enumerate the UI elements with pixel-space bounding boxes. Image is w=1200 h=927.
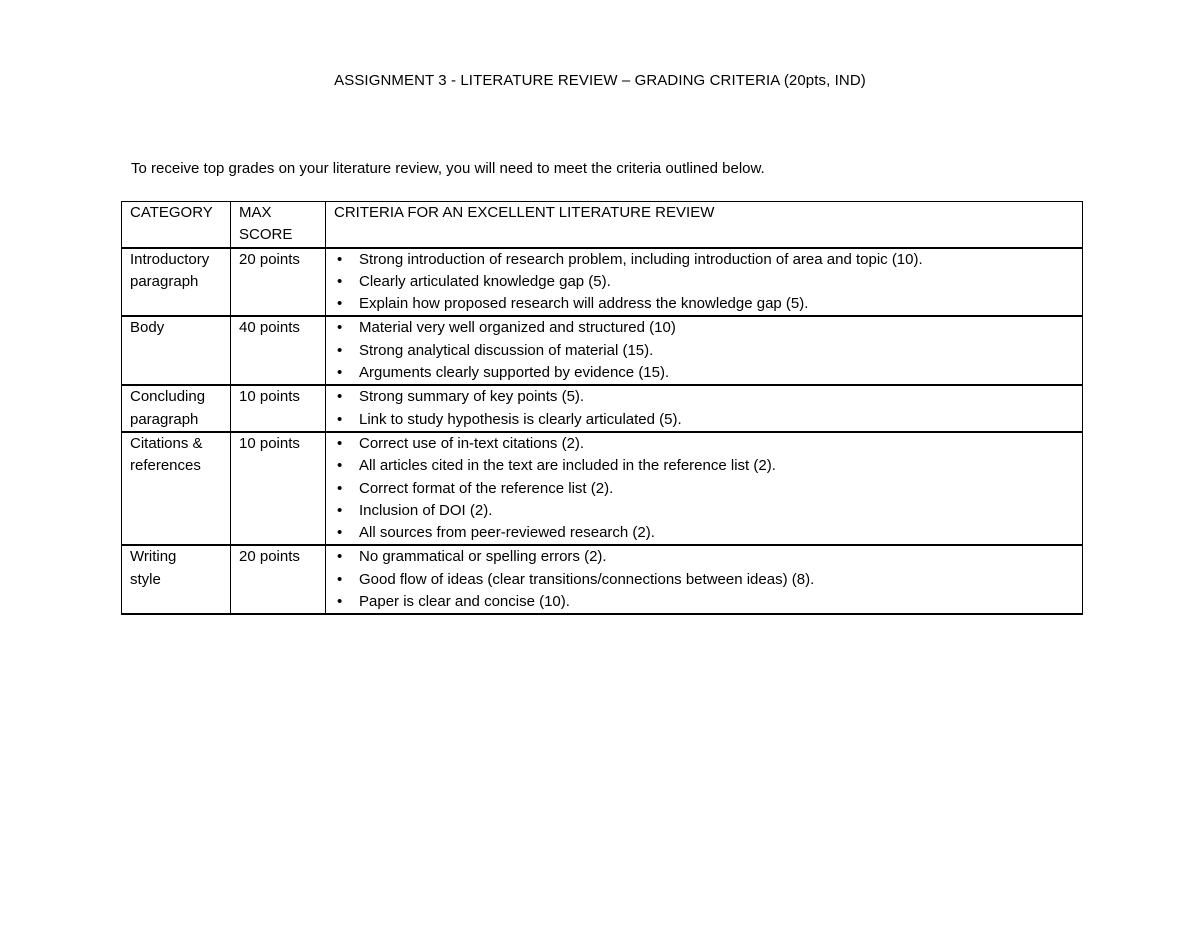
max-score-value: 20 points	[239, 250, 300, 268]
header-criteria	[326, 202, 1083, 248]
table-header-row	[122, 202, 1083, 248]
category-cell	[122, 316, 231, 385]
criteria-item: • Correct format of the reference list (2).	[326, 478, 1076, 500]
criteria-list	[326, 317, 1076, 384]
criteria-list	[326, 386, 1076, 431]
grading-criteria-table	[121, 201, 1083, 615]
category-cell	[122, 545, 231, 614]
max-score-value: 10 points	[239, 434, 300, 452]
table-row	[122, 432, 1083, 545]
max-score-cell	[231, 248, 326, 317]
table-row	[122, 545, 1083, 614]
category-cell	[122, 385, 231, 432]
category-label: Citations &	[130, 434, 203, 452]
category-label: Concluding	[130, 388, 206, 406]
criteria-item: • Strong summary of key points (5).	[326, 386, 1076, 408]
header-max-score-line1: MAX	[239, 204, 272, 221]
max-score-cell	[231, 432, 326, 545]
table-row	[122, 248, 1083, 317]
criteria-list	[326, 249, 1076, 316]
intro-paragraph: To receive top grades on your literature review, you will need to meet the criteria outlined below.	[131, 160, 765, 177]
max-score-value: 10 points	[239, 388, 300, 406]
table-body	[122, 248, 1083, 615]
criteria-item: • Clearly articulated knowledge gap (5).	[326, 271, 1076, 293]
category-label: Body	[130, 319, 165, 337]
category-cell	[122, 248, 231, 317]
header-criteria-label: CRITERIA FOR AN EXCELLENT LITERATURE REVIEW	[334, 204, 715, 221]
max-score-cell	[231, 385, 326, 432]
category-label: style	[130, 570, 161, 588]
category-label: Writing	[130, 548, 177, 566]
category-label: paragraph	[130, 272, 199, 290]
header-max-score-line2: SCORE	[239, 226, 293, 244]
criteria-cell	[326, 385, 1083, 432]
criteria-item: • Good flow of ideas (clear transitions/connections between ideas) (8).	[326, 569, 1076, 591]
criteria-item: • Inclusion of DOI (2).	[326, 500, 1076, 522]
criteria-cell	[326, 432, 1083, 545]
criteria-cell	[326, 545, 1083, 614]
category-cell	[122, 432, 231, 545]
header-category-label: CATEGORY	[130, 204, 213, 221]
category-label: references	[130, 457, 201, 475]
header-max-score	[231, 202, 326, 248]
criteria-item: • Link to study hypothesis is clearly articulated (5).	[326, 409, 1076, 431]
criteria-item: • No grammatical or spelling errors (2).	[326, 546, 1076, 568]
criteria-item: • Paper is clear and concise (10).	[326, 591, 1076, 613]
header-category	[122, 202, 231, 248]
criteria-item: • Correct use of in-text citations (2).	[326, 433, 1076, 455]
criteria-item: • Strong introduction of research problem, including introduction of area and topic (10).	[326, 249, 1076, 271]
criteria-item: • Material very well organized and structured (10)	[326, 317, 1076, 339]
page-title: ASSIGNMENT 3 - LITERATURE REVIEW – GRADING CRITERIA (20pts, IND)	[334, 72, 866, 89]
max-score-cell	[231, 545, 326, 614]
criteria-cell	[326, 316, 1083, 385]
max-score-cell	[231, 316, 326, 385]
category-label: Introductory	[130, 250, 210, 268]
criteria-item: • All sources from peer-reviewed research (2).	[326, 522, 1076, 544]
criteria-item: • All articles cited in the text are included in the reference list (2).	[326, 455, 1076, 477]
criteria-list	[326, 433, 1076, 544]
table-row	[122, 316, 1083, 385]
criteria-item: • Explain how proposed research will address the knowledge gap (5).	[326, 293, 1076, 315]
max-score-value: 40 points	[239, 319, 300, 337]
criteria-item: • Strong analytical discussion of material (15).	[326, 340, 1076, 362]
criteria-cell	[326, 248, 1083, 317]
table-row	[122, 385, 1083, 432]
max-score-value: 20 points	[239, 548, 300, 566]
category-label: paragraph	[130, 410, 199, 428]
criteria-item: • Arguments clearly supported by evidence (15).	[326, 362, 1076, 384]
criteria-list	[326, 546, 1076, 613]
